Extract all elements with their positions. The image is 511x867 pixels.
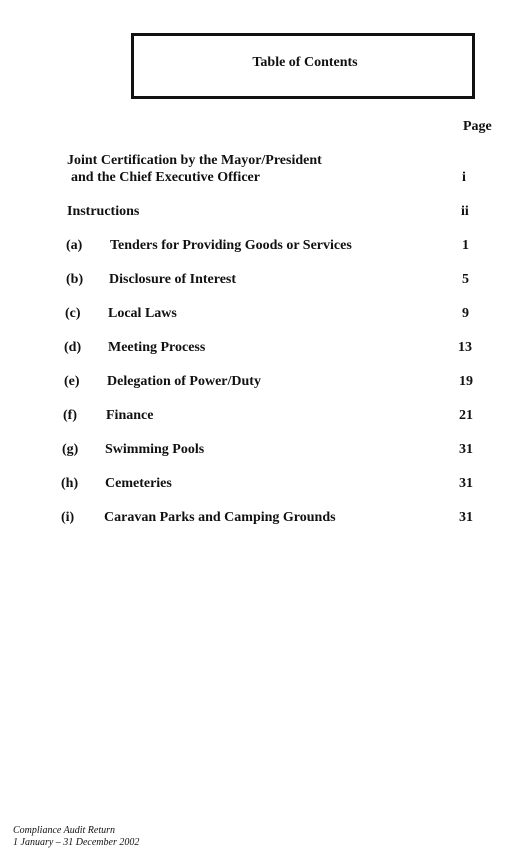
intro-line-2: and the Chief Executive Officer	[71, 170, 260, 185]
intro-line-1: Joint Certification by the Mayor/President	[67, 153, 322, 168]
section-letter: (i)	[61, 510, 75, 525]
section-page: 13	[458, 340, 472, 355]
section-label: Local Laws	[108, 306, 177, 321]
section-label: Tenders for Providing Goods or Services	[110, 238, 352, 253]
page-column-header: Page	[463, 119, 492, 134]
section-label: Disclosure of Interest	[109, 272, 237, 287]
section-label: Meeting Process	[108, 340, 206, 355]
section-label: Finance	[106, 408, 154, 423]
footer-line-1: Compliance Audit Return	[13, 825, 116, 836]
section-letter: (a)	[66, 238, 83, 253]
section-page: 31	[459, 510, 473, 525]
section-page: 21	[459, 408, 473, 423]
section-letter: (h)	[61, 476, 79, 491]
section-page: 1	[462, 238, 469, 253]
section-label: Delegation of Power/Duty	[107, 374, 261, 389]
section-page: 19	[459, 374, 473, 389]
section-page: 31	[459, 476, 473, 491]
section-letter: (c)	[65, 306, 81, 321]
intro-entry	[67, 152, 322, 186]
section-page: 31	[459, 442, 473, 457]
section-page: 9	[462, 306, 469, 321]
section-label: Cemeteries	[105, 476, 172, 491]
section-letter: (b)	[66, 272, 84, 287]
section-letter: (e)	[64, 374, 80, 389]
section-label: Caravan Parks and Camping Grounds	[104, 510, 336, 525]
section-letter: (d)	[64, 340, 82, 355]
section-page: 5	[462, 272, 469, 287]
instructions-page: ii	[461, 204, 469, 219]
page-title: Table of Contents	[252, 55, 358, 70]
footer-line-2: 1 January – 31 December 2002	[13, 837, 140, 848]
footer	[13, 825, 139, 849]
intro-page: i	[462, 170, 466, 185]
section-letter: (g)	[62, 442, 79, 457]
section-label: Swimming Pools	[105, 442, 205, 457]
title-box	[131, 33, 475, 99]
instructions-label: Instructions	[67, 204, 140, 219]
section-letter: (f)	[63, 408, 77, 423]
